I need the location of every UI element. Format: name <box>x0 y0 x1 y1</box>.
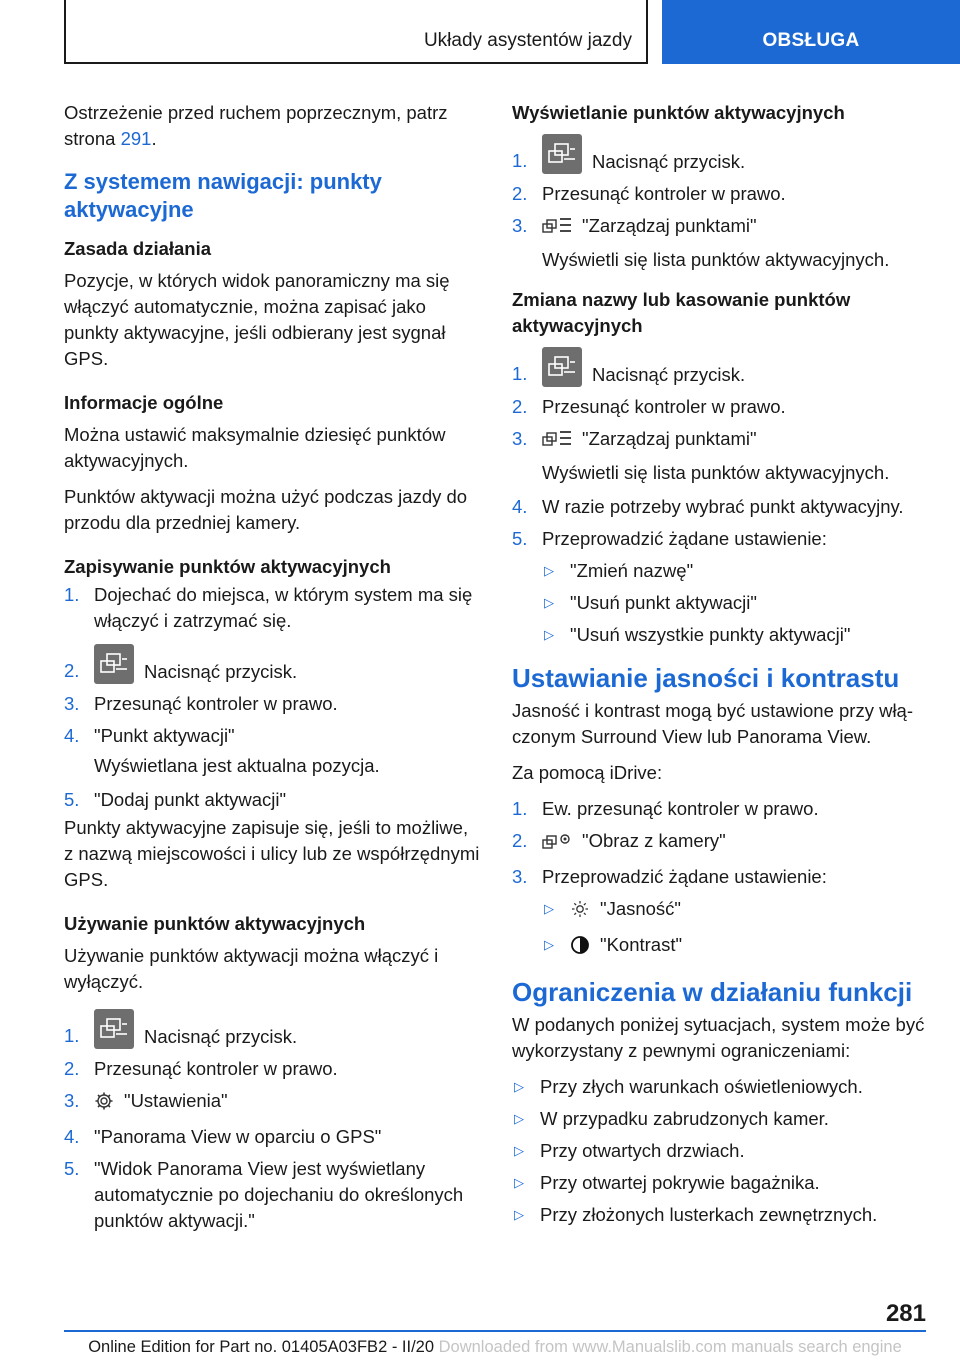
step-text: Przeprowadzić żądane ustawienie: <box>542 866 827 887</box>
camera-button-icon <box>542 134 582 174</box>
step-number: 5. <box>64 789 80 810</box>
limit-text: Przy otwartej pokrywie bagażnika. <box>540 1172 820 1193</box>
step-number: 5. <box>64 1158 80 1179</box>
list-item <box>512 1138 926 1164</box>
general-text-2: Punktów aktywacji można użyć podczas jazdy do przodu dla przedniej kamery. <box>64 486 468 533</box>
page-link[interactable]: 291 <box>120 128 152 149</box>
step-subtext: Wyświetli się lista punktów aktywacyjnych. <box>542 249 890 270</box>
footer-divider <box>64 1330 926 1332</box>
step-number: 2. <box>64 1058 80 1079</box>
step-number: 1. <box>64 584 80 605</box>
step-text: Przesunąć kontroler w prawo. <box>94 1058 338 1079</box>
step-number: 2. <box>512 830 528 851</box>
list-item <box>512 864 926 890</box>
step-text: "Ustawienia" <box>124 1090 228 1111</box>
chapter-title: OBSŁUGA <box>762 30 860 51</box>
step-text: Przesunąć kontroler w prawo. <box>94 693 338 714</box>
step-text: "Obraz z kamery" <box>582 830 726 851</box>
principle-text: Pozycje, w których widok panoramiczny ma się włączyć automatycznie, można zapisać jako punkty aktywacyjne, jeśli odbierany jest sygnał GPS. <box>64 270 450 369</box>
list-item <box>64 723 480 749</box>
step-text: "Widok Panorama View jest wyświetlany automatycznie po dojechaniu do określonych punktów aktywacji." <box>94 1158 464 1231</box>
header-chapter-box <box>662 0 960 64</box>
list-item <box>512 1106 926 1132</box>
triangle-bullet-icon: ▷ <box>544 901 554 916</box>
step-text: "Panorama View w oparciu o GPS" <box>94 1126 382 1147</box>
step-number: 2. <box>512 183 528 204</box>
step-number: 3. <box>64 693 80 714</box>
step-subtext: Wyświetlana jest aktualna pozycja. <box>94 755 380 776</box>
step-text: "Zarządzaj punktami" <box>582 428 757 449</box>
section-title: Układy asystentów jazdy <box>423 30 632 51</box>
list-item <box>542 558 926 584</box>
triangle-bullet-icon: ▷ <box>544 627 554 642</box>
rename-steps-list <box>512 353 926 552</box>
use-heading: Używanie punktów aktywacyjnych <box>64 913 366 934</box>
option-text: "Usuń punkt aktywacji" <box>570 592 757 613</box>
camera-settings-icon <box>542 831 572 858</box>
watermark-text: Downloaded from www.Manualslib.com manuals search engine <box>438 1338 902 1356</box>
step-text: "Punkt aktywacji" <box>94 725 235 746</box>
right-column <box>512 100 926 1234</box>
step-number: 3. <box>64 1090 80 1111</box>
step-number: 5. <box>512 528 528 549</box>
limit-text: W przypadku zabrudzonych kamer. <box>540 1108 829 1129</box>
limits-list <box>512 1074 926 1228</box>
principle-heading: Zasada działania <box>64 238 212 259</box>
option-text: "Jasność" <box>600 898 682 919</box>
step-number: 1. <box>512 363 528 384</box>
list-item <box>64 1124 480 1150</box>
list-item <box>512 1074 926 1100</box>
triangle-bullet-icon: ▷ <box>514 1111 524 1126</box>
list-item <box>512 213 926 243</box>
manage-points-icon <box>542 216 572 243</box>
brightness-steps-list <box>512 796 926 890</box>
general-text-1: Można ustawić maksymalnie dziesięć punktów aktywacyjnych. <box>64 424 446 471</box>
step-number: 1. <box>512 798 528 819</box>
triangle-bullet-icon: ▷ <box>514 1207 524 1222</box>
brightness-text-1: Jasność i kontrast mogą być ustawione przy włączonym Surround View lub Panorama View. <box>512 700 914 747</box>
manage-points-icon <box>542 429 572 456</box>
general-heading: Informacje ogólne <box>64 392 224 413</box>
rename-heading: Zmiana nazwy lub kasowanie punktów aktywacyjnych <box>512 289 851 336</box>
step-number: 1. <box>64 1025 80 1046</box>
step-number: 2. <box>512 396 528 417</box>
brightness-section-heading: Ustawianie jasności i kontrastu <box>512 663 900 693</box>
step-text: Dojechać do miejsca, w którym system ma się włączyć i zatrzymać się. <box>94 584 473 631</box>
list-item <box>512 494 926 520</box>
header-section-box <box>64 0 648 64</box>
step-text: Nacisnąć przycisk. <box>592 151 746 172</box>
list-item <box>64 1156 480 1234</box>
list-item <box>64 1015 480 1050</box>
use-text: Używanie punktów aktywacji można włączyć i wyłączyć. <box>64 945 439 992</box>
edition-text: Online Edition for Part no. 01405A03FB2 - II/20 <box>88 1338 435 1356</box>
left-column <box>64 100 480 1240</box>
step-text: Nacisnąć przycisk. <box>592 364 746 385</box>
limit-text: Przy złych warunkach oświetleniowych. <box>540 1076 863 1097</box>
brightness-options-list <box>512 896 926 962</box>
step-subtext: Wyświetli się lista punktów aktywacyjnych. <box>542 462 890 483</box>
save-steps-list <box>64 582 480 813</box>
list-item <box>512 828 926 858</box>
step-text: "Dodaj punkt aktywacji" <box>94 789 287 810</box>
list-item <box>64 1056 480 1082</box>
list-item <box>64 787 480 813</box>
step-number: 4. <box>64 725 80 746</box>
list-item <box>512 796 926 822</box>
triangle-bullet-icon: ▷ <box>514 1175 524 1190</box>
list-item <box>542 896 926 926</box>
display-heading: Wyświetlanie punktów aktywacyjnych <box>512 102 845 123</box>
limit-text: Przy otwartych drzwiach. <box>540 1140 745 1161</box>
list-item <box>512 394 926 420</box>
section-heading-navigation: Z systemem nawigacji: punkty aktywacyjne <box>64 169 382 222</box>
camera-button-icon <box>542 347 582 387</box>
step-text: Przesunąć kontroler w prawo. <box>542 396 786 417</box>
list-item <box>542 590 926 616</box>
gear-icon <box>94 1091 114 1118</box>
triangle-bullet-icon: ▷ <box>544 563 554 578</box>
page-number: 281 <box>885 1300 926 1327</box>
step-number: 4. <box>64 1126 80 1147</box>
display-steps-list <box>512 140 926 273</box>
list-item <box>512 1170 926 1196</box>
save-after-text: Punkty aktywacyjne zapisuje się, jeśli to możliwe, z nazwą miejscowości i ulicy lub ze współrzędnymi GPS. <box>64 817 480 890</box>
list-item <box>512 181 926 207</box>
step-number: 3. <box>512 215 528 236</box>
list-item <box>512 1202 926 1228</box>
option-text: "Usuń wszystkie punkty aktywacji" <box>570 624 851 645</box>
limit-text: Przy złożonych lusterkach zewnętrznych. <box>540 1204 878 1225</box>
list-item <box>512 140 926 175</box>
step-number: 3. <box>512 866 528 887</box>
list-item <box>512 526 926 552</box>
rename-options-list <box>512 558 926 648</box>
list-item <box>512 353 926 388</box>
list-item <box>542 932 926 962</box>
option-text: "Zmień nazwę" <box>570 560 694 581</box>
list-item <box>64 691 480 717</box>
list-item <box>64 582 480 634</box>
triangle-bullet-icon: ▷ <box>544 937 554 952</box>
triangle-bullet-icon: ▷ <box>514 1079 524 1094</box>
intro-end: . <box>151 128 157 149</box>
step-number: 2. <box>64 660 80 681</box>
step-number: 1. <box>512 150 528 171</box>
limits-text: W podanych poniżej sytuacjach, system może być wykorzystany z pewnymi ograniczeniami: <box>512 1014 925 1061</box>
step-text: Nacisnąć przycisk. <box>144 661 298 682</box>
triangle-bullet-icon: ▷ <box>514 1143 524 1158</box>
step-text: Przesunąć kontroler w prawo. <box>542 183 786 204</box>
step-number: 3. <box>512 428 528 449</box>
footer-edition <box>64 1336 926 1358</box>
step-text: Ew. przesunąć kontroler w prawo. <box>542 798 819 819</box>
intro-paragraph <box>64 100 480 152</box>
save-heading: Zapisywanie punktów aktywacyjnych <box>64 556 391 577</box>
use-steps-list <box>64 1015 480 1234</box>
step-text: Nacisnąć przycisk. <box>144 1026 298 1047</box>
step-text: Przeprowadzić żądane ustawienie: <box>542 528 827 549</box>
brightness-text-2: Za pomocą iDrive: <box>512 762 663 783</box>
list-item <box>512 426 926 456</box>
contrast-icon <box>570 935 590 962</box>
camera-button-icon <box>94 644 134 684</box>
step-number: 4. <box>512 496 528 517</box>
list-item <box>64 650 480 685</box>
limits-section-heading: Ograniczenia w działaniu funkcji <box>512 977 913 1007</box>
step-text: W razie potrzeby wybrać punkt aktywacyjny. <box>542 496 904 517</box>
sun-icon <box>570 899 590 926</box>
list-item <box>64 1088 480 1118</box>
list-item <box>542 622 926 648</box>
step-text: "Zarządzaj punktami" <box>582 215 757 236</box>
intro-text: Ostrzeżenie przed ruchem poprzecznym, patrz strona <box>64 102 448 149</box>
camera-button-icon <box>94 1009 134 1049</box>
option-text: "Kontrast" <box>600 934 683 955</box>
triangle-bullet-icon: ▷ <box>544 595 554 610</box>
